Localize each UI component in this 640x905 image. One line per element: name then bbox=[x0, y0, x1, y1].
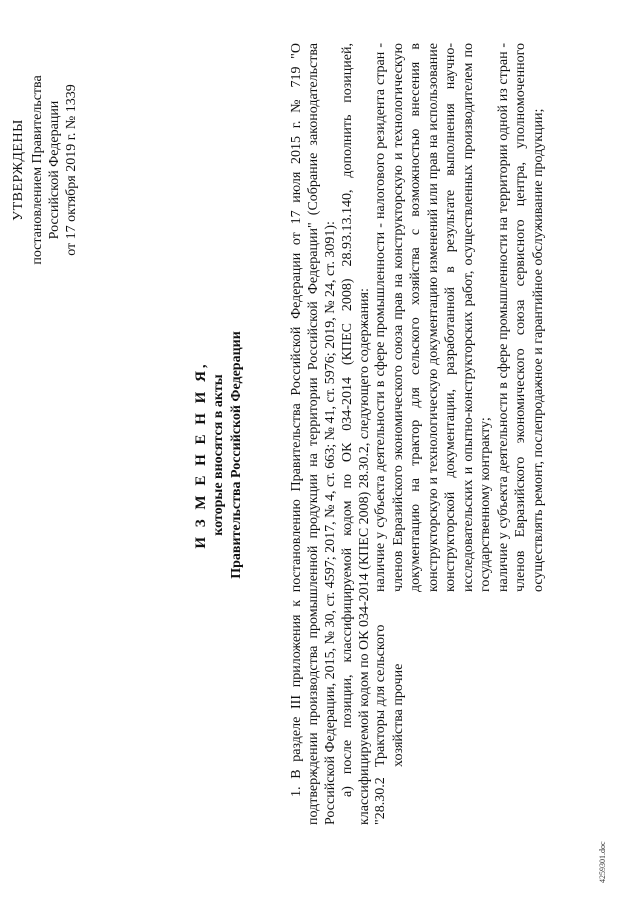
condition-2: наличие у субъекта деятельности в сфере промышленности на территории одной из стран - членов Евразийского экономического союза сервисного центра, уполномоченного осуществлять ремонт, послепродажное и гарантийное обслуживание продукции; bbox=[495, 43, 546, 592]
approval-line-2: Российской Федерации bbox=[47, 100, 62, 240]
paragraph-1: 1. В разделе III приложения к постановлению Правительства Российской Федерации от 17 июля 2015 г. № 719 "О подтверждении производства промышленной продукции на территории Российской Федерации" (Собрание законодательства Российской Федерации, 2015, № 30, ст. 4597; 2017, № 4, ст. 663; № 41, ст. 5976; 2019, № 24, ст. 3091): bbox=[289, 43, 338, 825]
heading-subtitle-1: которые вносятся в акты bbox=[211, 374, 226, 536]
heading-subtitle-2: Правительства Российской Федерации bbox=[229, 331, 244, 579]
approval-stamp bbox=[10, 20, 80, 320]
approval-title: УТВЕРЖДЕНЫ bbox=[11, 119, 26, 221]
amendment-table bbox=[372, 25, 547, 825]
table-code-cell: "28.30.2 bbox=[373, 777, 388, 825]
heading-title: И З М Е Н Е Н И Я, bbox=[193, 361, 209, 549]
approval-line-3: от 17 октября 2019 г. № 1339 bbox=[64, 84, 79, 256]
table-conditions-cell bbox=[372, 25, 547, 592]
paragraph-2: а) после позиции, классифицируемой кодом по ОК 034-2014 (КПЕС 2008) 28.93.13.140, дополнить позицией, классифицируемой кодом по ОК 034-2014 (КПЕС 2008) 28.30.2, следующего содержания: bbox=[340, 43, 372, 825]
document-reference: 4259301.doc bbox=[598, 841, 607, 883]
approval-line-1: постановлением Правительства bbox=[30, 75, 45, 265]
body-text bbox=[288, 43, 373, 825]
table-name-cell: Тракторы для сельского хозяйства прочие bbox=[373, 624, 406, 767]
condition-1: наличие у субъекта деятельности в сфере промышленности - налогового резидента стран - членов Евразийского экономического союза прав на конструкторскую и технологическую документацию на трактор для сельского хозяйства с возможностью внесения в конструкторскую и технологическую документацию изменений или прав на использование конструкторской документации, разработанной в результате выполнения научно-исследовательских и опытно-конструкторских работ, осуществленных производителем по государственному контракту; bbox=[373, 43, 493, 592]
document-heading bbox=[192, 155, 246, 755]
